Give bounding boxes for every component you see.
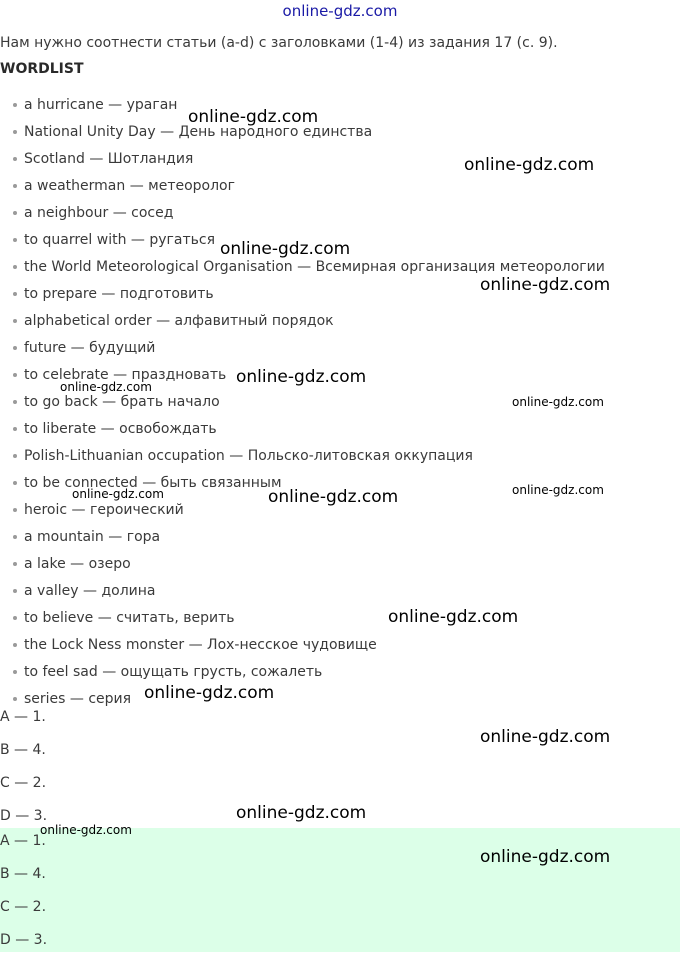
bullet-icon (13, 292, 17, 296)
wordlist-item-text: the World Meteorological Organisation — Всемирная организация метеорологии (24, 259, 605, 275)
answer-line: A — 1. (0, 833, 46, 849)
bullet-icon (13, 265, 17, 269)
wordlist-item-text: Scotland — Шотландия (24, 151, 194, 167)
bullet-icon (13, 481, 17, 485)
answer-line: D — 3. (0, 808, 48, 824)
wordlist-item-text: series — серия (24, 691, 132, 707)
watermark: online-gdz.com (512, 395, 604, 409)
watermark: online-gdz.com (236, 367, 367, 387)
wordlist-item-text: a lake — озеро (24, 556, 131, 572)
answers-block (0, 708, 680, 840)
answer-line: C — 2. (0, 899, 47, 915)
bullet-icon (13, 130, 17, 134)
bullet-icon (13, 589, 17, 593)
wordlist-item (0, 635, 680, 662)
watermark: online-gdz.com (388, 607, 519, 627)
wordlist-item (0, 257, 680, 284)
bullet-icon (13, 211, 17, 215)
bullet-icon (13, 427, 17, 431)
bullet-icon (13, 454, 17, 458)
bullet-icon (13, 562, 17, 566)
watermark: online-gdz.com (480, 847, 611, 867)
watermark: online-gdz.com (480, 727, 611, 747)
wordlist-item (0, 365, 680, 392)
watermark: online-gdz.com (268, 487, 399, 507)
bullet-icon (13, 400, 17, 404)
wordlist-item (0, 311, 680, 338)
bullet-icon (13, 535, 17, 539)
watermark: online-gdz.com (72, 487, 164, 501)
wordlist-item-text: the Lock Ness monster — Лох-несское чудовище (24, 637, 377, 653)
watermark: online-gdz.com (188, 107, 319, 127)
answer-line: C — 2. (0, 775, 47, 791)
bullet-icon (13, 184, 17, 188)
bullet-icon (13, 616, 17, 620)
wordlist-item-text: a neighbour — сосед (24, 205, 174, 221)
wordlist-heading: WORDLIST (0, 61, 84, 77)
wordlist-item (0, 122, 680, 149)
wordlist-item (0, 419, 680, 446)
wordlist-item-text: a mountain — гора (24, 529, 161, 545)
wordlist-item (0, 338, 680, 365)
top-watermark: online-gdz.com (282, 2, 398, 20)
wordlist-item (0, 581, 680, 608)
wordlist-item (0, 608, 680, 635)
wordlist-item-text: National Unity Day — День народного единства (24, 124, 373, 140)
bullet-icon (13, 643, 17, 647)
wordlist-item (0, 95, 680, 122)
wordlist-item (0, 203, 680, 230)
wordlist-item-text: a hurricane — ураган (24, 97, 178, 113)
wordlist-item-text: future — будущий (24, 340, 156, 356)
wordlist-item (0, 176, 680, 203)
watermark: online-gdz.com (480, 275, 611, 295)
bullet-icon (13, 670, 17, 674)
wordlist-item-text: a valley — долина (24, 583, 156, 599)
bullet-icon (13, 319, 17, 323)
answer-line: A — 1. (0, 709, 46, 725)
bullet-icon (13, 697, 17, 701)
highlighted-answers-block (0, 828, 680, 952)
bullet-icon (13, 346, 17, 350)
answer-line: B — 4. (0, 866, 46, 882)
wordlist-item (0, 554, 680, 581)
watermark: online-gdz.com (236, 803, 367, 823)
wordlist-item (0, 527, 680, 554)
wordlist-item (0, 284, 680, 311)
wordlist-item-text: to feel sad — ощущать грусть, сожалеть (24, 664, 323, 680)
bullet-icon (13, 157, 17, 161)
wordlist-item (0, 149, 680, 176)
wordlist-item-text: alphabetical order — алфавитный порядок (24, 313, 334, 329)
wordlist-item-text: to liberate — освобождать (24, 421, 217, 437)
wordlist-item (0, 473, 680, 500)
task-intro: Нам нужно соотнести статьи (a-d) с заголовками (1-4) из задания 17 (с. 9). (0, 35, 558, 51)
wordlist-item (0, 392, 680, 419)
watermark: online-gdz.com (40, 823, 132, 837)
wordlist-item-text: to prepare — подготовить (24, 286, 214, 302)
watermark: online-gdz.com (60, 380, 152, 394)
wordlist-item-text: to celebrate — праздновать (24, 367, 227, 383)
watermark: online-gdz.com (464, 155, 595, 175)
wordlist-item (0, 662, 680, 689)
watermark: online-gdz.com (220, 239, 351, 259)
wordlist-item (0, 230, 680, 257)
wordlist-item-text: to quarrel with — ругаться (24, 232, 215, 248)
wordlist-item-text: a weatherman — метеоролог (24, 178, 235, 194)
watermark: online-gdz.com (512, 483, 604, 497)
wordlist-item-text: to believe — считать, верить (24, 610, 235, 626)
wordlist-item-text: Polish-Lithuanian occupation — Польско-литовская оккупация (24, 448, 473, 464)
wordlist-item-text: to be connected — быть связанным (24, 475, 282, 491)
bullet-icon (13, 508, 17, 512)
watermark: online-gdz.com (144, 683, 275, 703)
bullet-icon (13, 373, 17, 377)
answer-line: B — 4. (0, 742, 46, 758)
wordlist-item (0, 689, 680, 708)
answer-line: D — 3. (0, 932, 48, 948)
bullet-icon (13, 103, 17, 107)
wordlist-item-text: heroic — героический (24, 502, 184, 518)
wordlist-item (0, 446, 680, 473)
bullet-icon (13, 238, 17, 242)
wordlist (0, 95, 680, 708)
wordlist-item-text: to go back — брать начало (24, 394, 220, 410)
wordlist-item (0, 500, 680, 527)
